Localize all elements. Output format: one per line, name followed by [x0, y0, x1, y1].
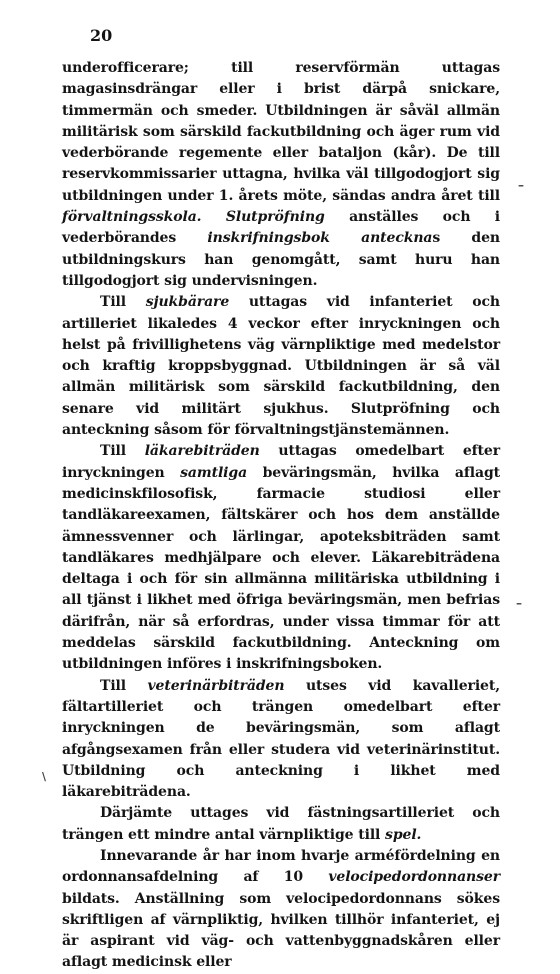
- page-number: 20: [90, 26, 113, 45]
- margin-mark: –: [518, 178, 524, 192]
- paragraph: [62, 58, 500, 292]
- paragraph: [62, 676, 500, 804]
- italic-text: veterinärbiträden: [147, 677, 285, 694]
- text-run: Till: [100, 677, 148, 694]
- italic-text: velocipedordonnanser: [328, 869, 500, 886]
- text-run: underofficerare; till reservförmän uttagas magasinsdrängar eller i brist därpå snickare, timmermän och smeder. Utbildningen är såväl allmän militärisk som särskild fackutbildning och äger rum vid vederbörande regemente eller bataljon (kår). De till reservkommissarier uttagna, hvilka väl tillgodogjort sig utbildningen under 1. årets möte, sändas andra året till: [62, 60, 500, 204]
- body-text: [62, 58, 500, 974]
- text-run: utses vid kavalleriet, fältartilleriet och trängen omedelbart efter inryckningen de beväringsmän, som aflagt afgångsexamen från eller studera vid veterinärinstitut. Utbildning och anteckning i likhet med läkarebiträdena.: [62, 677, 500, 801]
- paragraph: [62, 292, 500, 441]
- text-run: Därjämte uttages vid fästningsartilleriet och trängen ett mindre antal värnpliktige till: [62, 805, 500, 843]
- italic-text: spel.: [385, 826, 422, 843]
- paragraph: [62, 441, 500, 675]
- italic-text: förvaltningsskola.: [62, 209, 202, 226]
- text-run: anställes och i vederbörandes: [62, 209, 500, 247]
- italic-text: Slutpröfning: [225, 209, 325, 226]
- margin-mark: –: [516, 596, 522, 610]
- text-run: beväringsmän, hvilka aflagt medicinskfilosofisk, farmacie studiosi eller tandläkareexamen, fältskärer och hos dem anställde ämnessvenner och lärlingar, apoteksbiträden samt tandläkares medhjälpare och elever. Läkarebiträdena deltaga i och för sin allmänna militäriska utbildning i all tjänst i likhet med öfriga beväringsmän, men befrias därifrån, när så erfordras, under vissa timmar för att meddelas särskild fackutbildning. Anteckning om utbildningen införes i inskrifningsboken.: [62, 464, 501, 673]
- italic-text: inskrifningsbok anteckna: [207, 230, 433, 247]
- margin-mark: \: [42, 770, 47, 783]
- text-run: uttagas vid infanteriet och artilleriet likaledes 4 veckor efter inryckningen och helst på frivillighetens väg värnpliktige med medelstor och kraftig kroppsbyggnad. Utbildningen är så väl allmän militärisk som särskild fackutbildning, den senare vid militärt sjukhus. Slutpröfning och anteckning såsom för förvaltningstjänstemännen.: [62, 294, 501, 439]
- italic-text: läkarebiträden: [144, 443, 260, 460]
- paragraph: [62, 803, 500, 846]
- italic-text: sjukbärare: [145, 294, 230, 311]
- text-run: Till: [100, 443, 145, 460]
- text-run: uttagas omedelbart efter inryckningen: [62, 443, 500, 481]
- text-run: Innevarande år har inom hvarje arméfördelning en ordonnansafdelning af 10: [62, 847, 500, 886]
- text-run: [201, 209, 225, 225]
- text-run: Till: [100, 294, 146, 311]
- paragraph: [62, 846, 500, 974]
- text-run: bildats. Anställning som velocipedordonnans sökes skriftligen af värnpliktig, hvilken tillhör infanteriet, ej är aspirant vid väg- och vattenbyggnadskåren eller aflagt medicinsk eller: [62, 890, 500, 971]
- text-run: s den utbildningskurs han genomgått, samt huru han tillgodogjort sig undervisningen.: [62, 230, 501, 289]
- italic-text: samtliga: [180, 464, 248, 481]
